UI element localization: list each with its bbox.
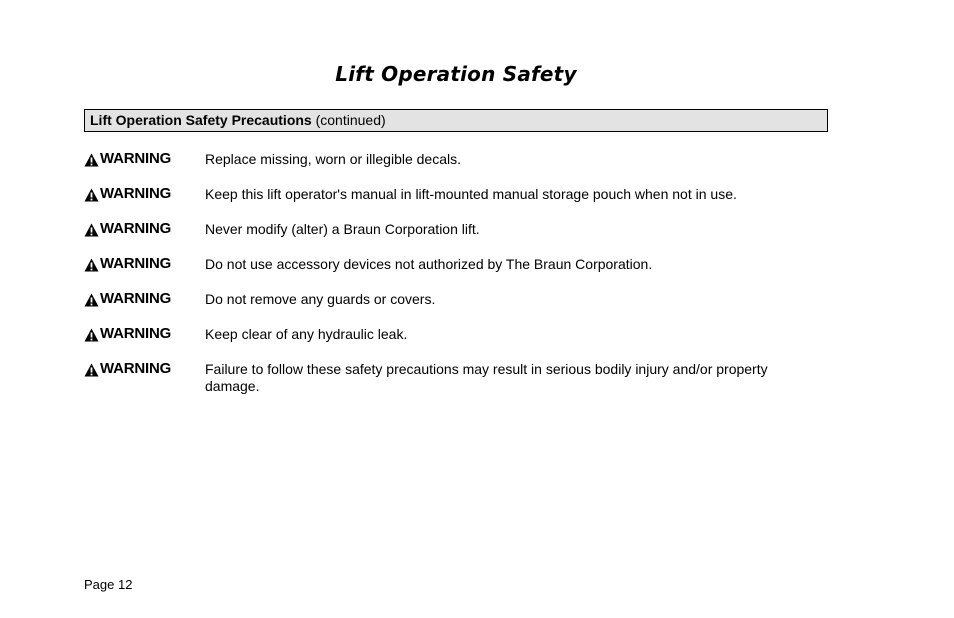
warning-label [84, 290, 205, 308]
warning-item [84, 255, 824, 273]
section-header-title: Lift Operation Safety Precautions [90, 112, 312, 128]
warning-text: Failure to follow these safety precautions may result in serious bodily injury and/or property damage. [205, 361, 768, 394]
warning-text: Replace missing, worn or illegible decals. [205, 151, 462, 167]
warning-triangle-icon [84, 188, 99, 202]
section-header-suffix: (continued) [311, 112, 386, 128]
warning-item [84, 150, 824, 168]
warning-label-text: WARNING [100, 360, 172, 377]
warning-triangle-icon [84, 258, 99, 272]
warning-text: Never modify (alter) a Braun Corporation lift. [205, 221, 480, 237]
warning-label [84, 150, 205, 168]
warning-item [84, 360, 824, 395]
warning-triangle-icon [84, 293, 99, 307]
warning-label-text: WARNING [100, 290, 172, 307]
warning-label [84, 255, 205, 273]
warning-text: Keep this lift operator's manual in lift-mounted manual storage pouch when not in use. [205, 186, 737, 202]
page-title: Lift Operation Safety [335, 62, 577, 86]
warning-triangle-icon [84, 328, 99, 342]
warning-triangle-icon [84, 153, 99, 167]
warning-triangle-icon [84, 223, 99, 237]
warning-label-text: WARNING [100, 150, 172, 167]
warning-item [84, 220, 824, 238]
warning-item [84, 185, 824, 203]
warning-item [84, 325, 824, 343]
warning-text: Do not remove any guards or covers. [205, 291, 436, 307]
warning-label-text: WARNING [100, 185, 172, 202]
warning-text: Keep clear of any hydraulic leak. [205, 326, 408, 342]
warning-triangle-icon [84, 363, 99, 377]
warning-label [84, 360, 205, 378]
section-header [84, 109, 828, 132]
warning-label [84, 185, 205, 203]
warning-label-text: WARNING [100, 325, 172, 342]
page-number: Page 12 [84, 577, 133, 592]
warning-label-text: WARNING [100, 220, 172, 237]
warning-text: Do not use accessory devices not authorized by The Braun Corporation. [205, 256, 653, 272]
warning-label [84, 220, 205, 238]
warning-label [84, 325, 205, 343]
warning-item [84, 290, 824, 308]
warning-label-text: WARNING [100, 255, 172, 272]
warning-list [84, 150, 824, 412]
